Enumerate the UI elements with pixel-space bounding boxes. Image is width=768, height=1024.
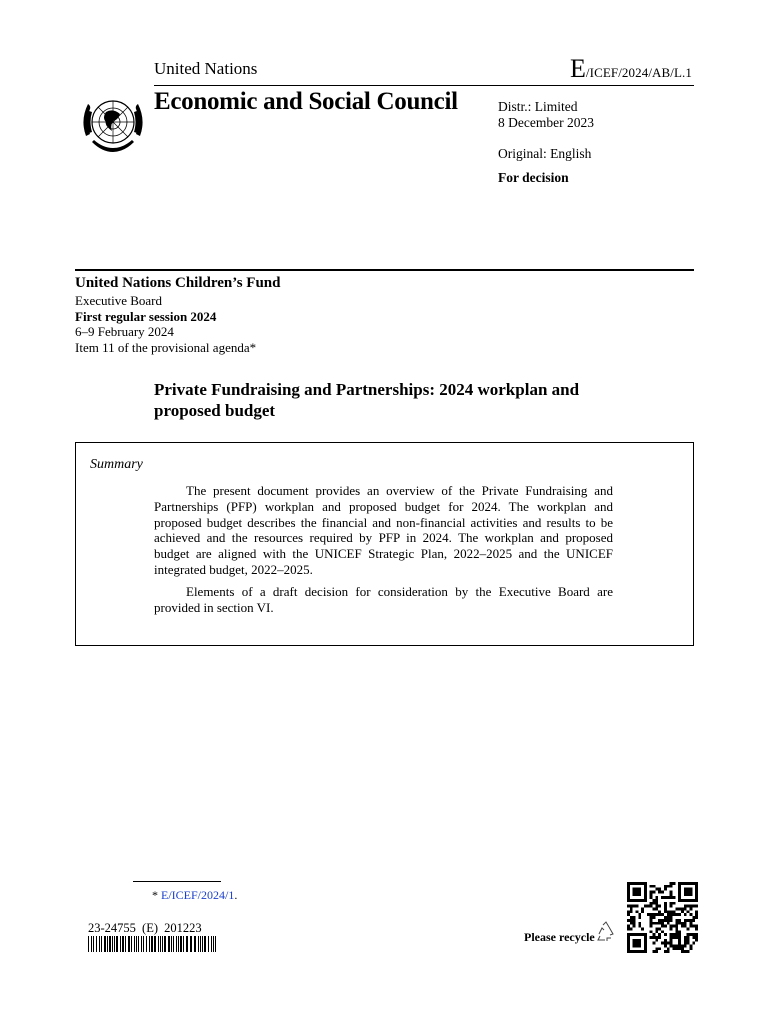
recycle-label: Please recycle [524,930,595,944]
organization-name: United Nations Children’s Fund [75,275,281,291]
section-rule [75,269,694,271]
footnote-end: . [234,888,238,902]
recycle-icon [594,920,618,944]
for-decision: For decision [498,170,569,185]
agenda-item: Item 11 of the provisional agenda* [75,339,257,355]
qr-code [627,882,698,953]
distr-status: Distr.: Limited [498,99,578,114]
header-rule [154,85,694,86]
un-name: United Nations [154,59,258,78]
symbol-prefix: E [570,54,586,83]
session-dates: 6–9 February 2024 [75,324,174,340]
summary-body [154,483,613,621]
document-title: Private Fundraising and Partnerships: 2024 workplan and proposed budget [154,380,580,420]
summary-paragraph: Elements of a draft decision for consideration by the Executive Board are provided in section VI. [154,583,613,615]
footnote-rule [133,881,221,882]
issue-date: 8 December 2023 [498,115,594,130]
council-name: Economic and Social Council [154,88,458,115]
summary-heading: Summary [90,457,143,472]
footnote-link[interactable]: E/ICEF/2024/1 [161,888,235,902]
document-symbol [570,54,692,84]
job-number: 23-24755 (E) 201223 [88,921,202,935]
original-language: Original: English [498,146,592,161]
session-name: First regular session 2024 [75,308,217,324]
board-name: Executive Board [75,293,162,308]
symbol-rest: /ICEF/2024/AB/L.1 [585,65,692,80]
barcode [88,936,216,952]
summary-paragraph: The present document provides an overview of the Private Fundraising and Partnerships (PFP) workplan and proposed budget for 2024. The workplan and proposed budget describes the financial and non-financial activities and results to be achieved and the resources required by PFP in 2024. The workplan and proposed budget are aligned with the UNICEF Strategic Plan, 2022–2025 and the UNICEF integrated budget, 2022–2025. [154,483,613,577]
un-emblem-icon [80,92,146,156]
meeting-info [75,293,256,355]
distribution-block [498,99,594,131]
footnote-marker: * [152,888,161,902]
footnote [152,888,237,903]
